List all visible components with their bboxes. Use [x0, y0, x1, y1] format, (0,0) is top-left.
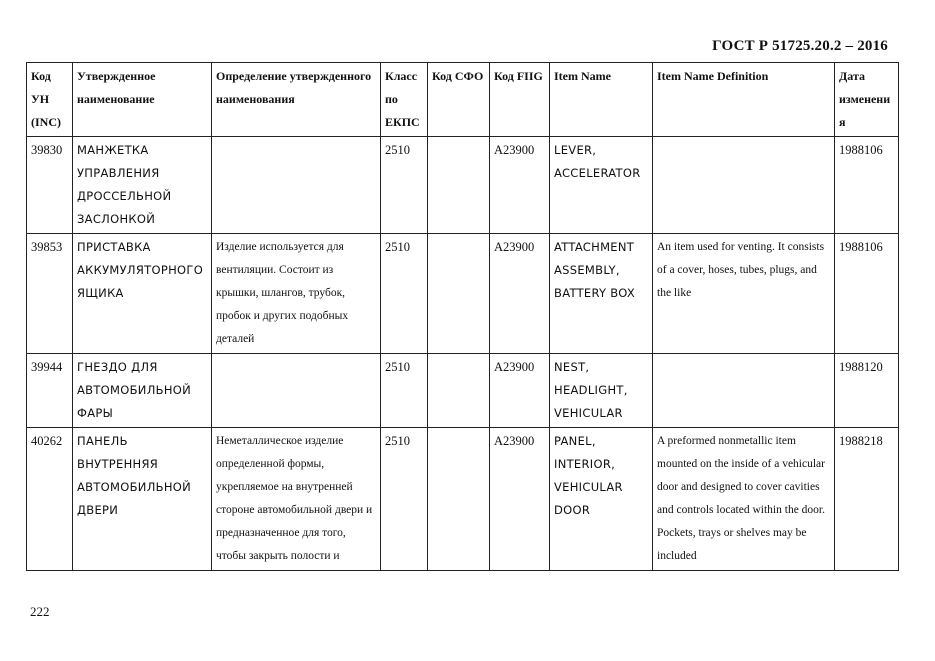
cell-code: 40262 [27, 428, 73, 571]
cell-definition [212, 137, 381, 234]
cell-name: ГНЕЗДО ДЛЯ АВТОМОБИЛЬНОЙ ФАРЫ [73, 354, 212, 428]
table-row [27, 137, 899, 234]
document-standard-title: ГОСТ Р 51725.20.2 – 2016 [712, 38, 888, 54]
table-header-row [27, 63, 899, 137]
col-header-item-definition: Item Name Definition [653, 63, 835, 137]
cell-date: 1988106 [835, 234, 899, 354]
col-header-class: Класс по ЕКПС [381, 63, 428, 137]
page-number: 222 [30, 604, 50, 619]
cell-fiig: A23900 [490, 354, 550, 428]
cell-class: 2510 [381, 234, 428, 354]
col-header-item-name: Item Name [550, 63, 653, 137]
table-row [27, 354, 899, 428]
col-header-sfo: Код СФО [428, 63, 490, 137]
cell-sfo [428, 428, 490, 571]
col-header-code: Код УН (INC) [27, 63, 73, 137]
cell-code: 39830 [27, 137, 73, 234]
col-header-definition: Определение утвержденного наименования [212, 63, 381, 137]
cell-item-name: ATTACHMENT ASSEMBLY, BATTERY BOX [550, 234, 653, 354]
cell-fiig: A23900 [490, 234, 550, 354]
cell-name: МАНЖЕТКА УПРАВЛЕНИЯ ДРОССЕЛЬНОЙ ЗАСЛОНКОЙ [73, 137, 212, 234]
cell-definition: Изделие используется для вентиляции. Состоит из крышки, шлангов, трубок, пробок и других подобных деталей [212, 234, 381, 354]
cell-sfo [428, 354, 490, 428]
cell-definition: Неметаллическое изделие определенной формы, укрепляемое на внутренней стороне автомобильной двери и предназначенное для того, чтобы закрыть полости и [212, 428, 381, 571]
table-row [27, 234, 899, 354]
col-header-name: Утвержденное наименование [73, 63, 212, 137]
cell-item-name: LEVER, ACCELERATOR [550, 137, 653, 234]
cell-definition [212, 354, 381, 428]
cell-item-definition: An item used for venting. It consists of a cover, hoses, tubes, plugs, and the like [653, 234, 835, 354]
cell-sfo [428, 137, 490, 234]
cell-fiig: A23900 [490, 428, 550, 571]
cell-name: ПАНЕЛЬ ВНУТРЕННЯЯ АВТОМОБИЛЬНОЙ ДВЕРИ [73, 428, 212, 571]
cell-sfo [428, 234, 490, 354]
cell-date: 1988106 [835, 137, 899, 234]
cell-item-definition [653, 137, 835, 234]
cell-class: 2510 [381, 137, 428, 234]
cell-item-definition [653, 354, 835, 428]
catalog-table [26, 62, 899, 571]
col-header-fiig: Код FIIG [490, 63, 550, 137]
cell-item-name: PANEL, INTERIOR, VEHICULAR DOOR [550, 428, 653, 571]
cell-fiig: A23900 [490, 137, 550, 234]
table-row [27, 428, 899, 571]
cell-class: 2510 [381, 354, 428, 428]
cell-name: ПРИСТАВКА АККУМУЛЯТОРНОГО ЯЩИКА [73, 234, 212, 354]
cell-item-definition: A preformed nonmetallic item mounted on the inside of a vehicular door and designed to cover cavities and controls located within the door. Pockets, trays or shelves may be included [653, 428, 835, 571]
cell-date: 1988120 [835, 354, 899, 428]
cell-class: 2510 [381, 428, 428, 571]
cell-code: 39944 [27, 354, 73, 428]
cell-date: 1988218 [835, 428, 899, 571]
cell-code: 39853 [27, 234, 73, 354]
col-header-date: Дата изменения [835, 63, 899, 137]
cell-item-name: NEST, HEADLIGHT, VEHICULAR [550, 354, 653, 428]
